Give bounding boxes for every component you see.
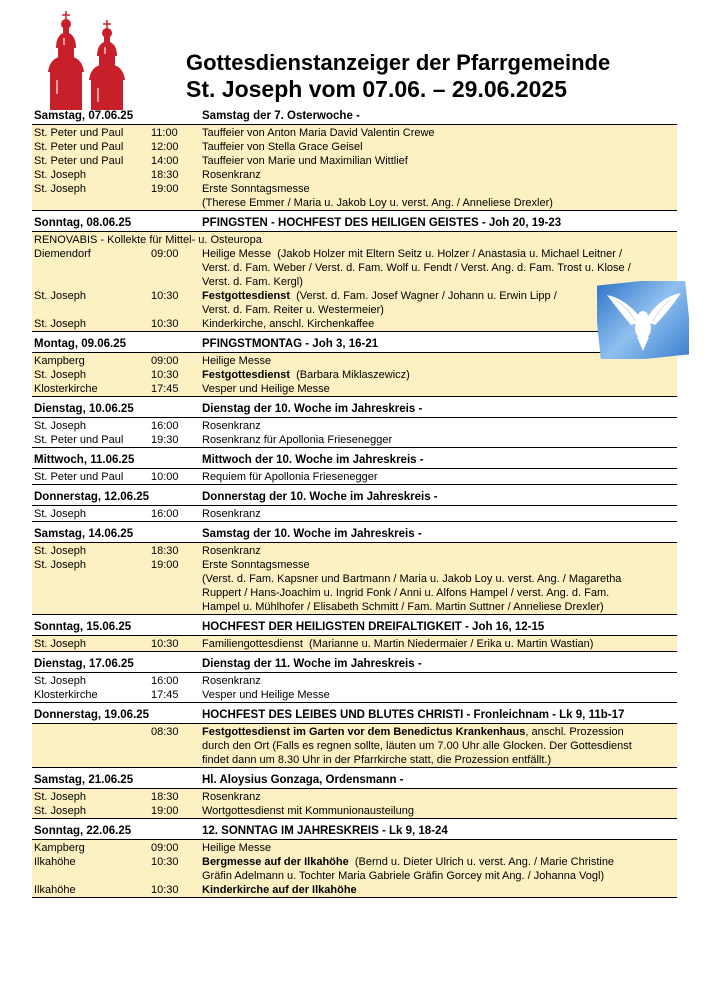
description-line (202, 154, 677, 168)
description-line (202, 182, 677, 196)
service-time: 18:30 (151, 791, 179, 803)
church-name: Diemendorf (34, 248, 91, 260)
day-header (32, 109, 677, 125)
day-entries (32, 469, 677, 485)
description-line (202, 869, 677, 883)
description-line (202, 168, 677, 182)
day-entries (32, 840, 677, 898)
page-title (186, 50, 610, 102)
description-line (202, 382, 677, 396)
service-entry (32, 558, 677, 614)
day-header (32, 453, 677, 469)
service-description (202, 140, 677, 154)
service-description (202, 368, 677, 382)
service-description (202, 883, 677, 897)
service-description (202, 382, 677, 396)
description-line (202, 368, 677, 382)
description-line (202, 790, 677, 804)
service-time: 18:30 (151, 545, 179, 557)
service-time: 10:30 (151, 318, 179, 330)
text-segment: (Therese Emmer / Maria u. Jakob Loy u. verst. Ang. / Anneliese Drexler) (202, 197, 553, 209)
service-time: 17:45 (151, 689, 179, 701)
service-entry (32, 725, 677, 767)
service-entry (32, 168, 677, 182)
day-date: Montag, 09.06.25 (34, 338, 127, 350)
day-title: Dienstag der 10. Woche im Jahreskreis - (202, 403, 423, 415)
service-description (202, 507, 677, 521)
service-description (202, 544, 677, 558)
day-header (32, 620, 677, 636)
day-block (32, 109, 677, 211)
day-header (32, 773, 677, 789)
church-name: St. Joseph (34, 183, 86, 195)
church-name: St. Peter und Paul (34, 155, 124, 167)
description-line (202, 637, 677, 651)
day-entries (32, 353, 677, 397)
day-date: Donnerstag, 12.06.25 (34, 491, 150, 503)
service-time: 09:00 (151, 842, 179, 854)
text-segment: (Barbara Miklaszewicz) (290, 369, 410, 381)
day-title: PFINGSTMONTAG - Joh 3, 16-21 (202, 338, 379, 350)
text-segment: Vesper und Heilige Messe (202, 689, 330, 701)
service-entry (32, 182, 677, 210)
church-name: St. Joseph (34, 675, 86, 687)
day-date: Dienstag, 17.06.25 (34, 658, 134, 670)
church-name: St. Joseph (34, 638, 86, 650)
description-line (202, 600, 677, 614)
text-segment: Rosenkranz (202, 508, 261, 520)
service-entry (32, 855, 677, 883)
emphasized-text: Kinderkirche auf der Ilkahöhe (202, 884, 357, 896)
church-name: St. Joseph (34, 805, 86, 817)
service-time: 10:30 (151, 638, 179, 650)
church-name: Klosterkirche (34, 689, 98, 701)
service-entry (32, 317, 677, 331)
service-description (202, 725, 677, 767)
service-time: 14:00 (151, 155, 179, 167)
description-line (202, 140, 677, 154)
day-block (32, 453, 677, 485)
text-segment: Rosenkranz (202, 675, 261, 687)
day-title: 12. SONNTAG IM JAHRESKREIS - Lk 9, 18-24 (202, 825, 448, 837)
church-name: St. Joseph (34, 545, 86, 557)
service-entry (32, 247, 677, 289)
service-time: 18:30 (151, 169, 179, 181)
service-entry (32, 674, 677, 688)
description-line (202, 855, 677, 869)
day-header (32, 708, 677, 724)
church-name: St. Joseph (34, 369, 86, 381)
day-title: Mittwoch der 10. Woche im Jahreskreis - (202, 454, 424, 466)
text-segment: Erste Sonntagsmesse (202, 559, 310, 571)
description-line (202, 261, 677, 275)
service-description (202, 154, 677, 168)
church-name: St. Peter und Paul (34, 127, 124, 139)
text-segment: Hampel u. Mühlhofer / Elisabeth Schmitt / Fam. Martin Suttner / Anneliese Drexler) (202, 601, 604, 613)
service-time: 09:00 (151, 355, 179, 367)
service-time: 12:00 (151, 141, 179, 153)
day-block (32, 620, 677, 652)
description-line (202, 674, 677, 688)
service-description (202, 688, 677, 702)
description-line (202, 725, 677, 739)
service-description (202, 182, 677, 210)
day-entries (32, 232, 677, 332)
day-title: Hl. Aloysius Gonzaga, Ordensmann - (202, 774, 404, 786)
service-entry (32, 470, 677, 484)
page-header (0, 0, 708, 110)
description-line (202, 433, 677, 447)
text-segment: Vesper und Heilige Messe (202, 383, 330, 395)
text-segment: Familiengottesdienst (Marianne u. Martin Niedermaier / Erika u. Martin Wastian) (202, 638, 594, 650)
service-description (202, 433, 677, 447)
description-line (202, 804, 677, 818)
description-line (202, 688, 677, 702)
description-line (202, 247, 677, 261)
day-block (32, 708, 677, 768)
service-time: 10:30 (151, 884, 179, 896)
service-description (202, 674, 677, 688)
text-segment: findet dann um 8.30 Uhr in der Pfarrkirche statt, die Prozession entfällt.) (202, 754, 552, 766)
text-segment: (Bernd u. Dieter Ulrich u. verst. Ang. / Marie Christine (348, 856, 615, 868)
dove-icon (597, 281, 689, 359)
day-title: Dienstag der 11. Woche im Jahreskreis - (202, 658, 422, 670)
service-description (202, 470, 677, 484)
day-block (32, 337, 677, 397)
service-entry (32, 790, 677, 804)
church-name: St. Peter und Paul (34, 434, 124, 446)
service-entry (32, 140, 677, 154)
day-title: Samstag der 7. Osterwoche - (202, 110, 360, 122)
church-name: St. Joseph (34, 791, 86, 803)
day-header (32, 527, 677, 543)
service-entry (32, 368, 677, 382)
service-time: 16:00 (151, 420, 179, 432)
day-title: HOCHFEST DER HEILIGSTEN DREIFALTIGKEIT - Joh 16, 12-15 (202, 621, 545, 633)
service-time: 10:30 (151, 290, 179, 302)
service-entry (32, 354, 677, 368)
church-towers-logo-icon (44, 10, 132, 110)
service-entry (32, 289, 677, 317)
church-name: Kampberg (34, 842, 85, 854)
service-time: 17:45 (151, 383, 179, 395)
text-segment: Rosenkranz (202, 169, 261, 181)
service-entry (32, 688, 677, 702)
service-time: 19:00 (151, 183, 179, 195)
day-date: Samstag, 07.06.25 (34, 110, 134, 122)
day-title: PFINGSTEN - HOCHFEST DES HEILIGEN GEISTES - Joh 20, 19-23 (202, 217, 562, 229)
service-schedule (32, 109, 677, 903)
day-header (32, 216, 677, 232)
service-entry (32, 419, 677, 433)
text-segment: Rosenkranz für Apollonia Friesenegger (202, 434, 393, 446)
day-block (32, 216, 677, 332)
day-entries (32, 125, 677, 211)
text-segment: Verst. d. Fam. Weber / Verst. d. Fam. Wolf u. Fendt / Verst. Ang. d. Fam. Trost u. Klose / (202, 262, 631, 274)
day-header (32, 824, 677, 840)
description-line (202, 419, 677, 433)
service-description (202, 841, 677, 855)
service-description (202, 126, 677, 140)
service-entry (32, 841, 677, 855)
description-line (202, 572, 677, 586)
service-description (202, 168, 677, 182)
day-title: Donnerstag der 10. Woche im Jahreskreis - (202, 491, 438, 503)
collection-note: RENOVABIS - Kollekte für Mittel- u. Osteuropa (34, 234, 262, 246)
day-date: Sonntag, 22.06.25 (34, 825, 132, 837)
day-block (32, 657, 677, 703)
text-segment: Rosenkranz (202, 791, 261, 803)
text-segment: Verst. d. Fam. Kergl) (202, 276, 303, 288)
emphasized-text: Festgottesdienst (202, 369, 291, 381)
day-date: Dienstag, 10.06.25 (34, 403, 134, 415)
church-name: St. Joseph (34, 318, 86, 330)
church-name: Kampberg (34, 355, 85, 367)
text-segment: Verst. d. Fam. Reiter u. Westermeier) (202, 304, 384, 316)
day-entries (32, 673, 677, 703)
church-name: Klosterkirche (34, 383, 98, 395)
day-entries (32, 789, 677, 819)
text-segment: Tauffeier von Stella Grace Geisel (202, 141, 363, 153)
service-description (202, 790, 677, 804)
service-entry (32, 433, 677, 447)
title-line-1: Gottesdienstanzeiger der Pfarrgemeinde (186, 50, 611, 75)
service-description (202, 637, 677, 651)
emphasized-text: Festgottesdienst im Garten vor dem Benedictus Krankenhaus (202, 726, 526, 738)
day-header (32, 657, 677, 673)
service-time: 10:30 (151, 856, 179, 868)
description-line (202, 126, 677, 140)
day-date: Samstag, 14.06.25 (34, 528, 134, 540)
emphasized-text: Bergmesse auf der Ilkahöhe (202, 856, 349, 868)
church-name: Ilkahöhe (34, 856, 76, 868)
description-line (202, 883, 677, 897)
text-segment: Rosenkranz (202, 545, 261, 557)
text-segment: Heilige Messe (202, 355, 272, 367)
day-block (32, 402, 677, 448)
text-segment: , anschl. Prozession (525, 726, 624, 738)
day-date: Sonntag, 15.06.25 (34, 621, 132, 633)
day-date: Samstag, 21.06.25 (34, 774, 134, 786)
emphasized-text: Festgottesdienst (202, 290, 291, 302)
service-time: 10:00 (151, 471, 179, 483)
service-time: 10:30 (151, 369, 179, 381)
day-header (32, 490, 677, 506)
day-date: Sonntag, 08.06.25 (34, 217, 132, 229)
service-time: 09:00 (151, 248, 179, 260)
text-segment: Ruppert / Hans-Joachim u. Ingrid Fonk / Anni u. Alfons Hampel / verst. Ang. d. Fam. (202, 587, 610, 599)
service-time: 16:00 (151, 508, 179, 520)
description-line (202, 841, 677, 855)
description-line (202, 196, 677, 210)
text-segment: Tauffeier von Anton Maria David Valentin Crewe (202, 127, 435, 139)
service-description (202, 558, 677, 614)
description-line (202, 558, 677, 572)
church-name: St. Joseph (34, 508, 86, 520)
service-description (202, 804, 677, 818)
day-date: Mittwoch, 11.06.25 (34, 454, 135, 466)
service-entry (32, 382, 677, 396)
description-line (202, 544, 677, 558)
text-segment: Tauffeier von Marie und Maximilian Wittlief (202, 155, 408, 167)
day-entries (32, 543, 677, 615)
text-segment: Wortgottesdienst mit Kommunionausteilung (202, 805, 414, 817)
description-line (202, 507, 677, 521)
text-segment: Kinderkirche, anschl. Kirchenkaffee (202, 318, 375, 330)
church-name: St. Joseph (34, 559, 86, 571)
church-name: St. Joseph (34, 420, 86, 432)
day-block (32, 824, 677, 898)
text-segment: durch den Ort (Falls es regnen sollte, läuten um 7.00 Uhr alle Glocken. Der Gottesdienst (202, 740, 632, 752)
service-entry (32, 154, 677, 168)
text-segment: Requiem für Apollonia Friesenegger (202, 471, 378, 483)
service-time: 19:30 (151, 434, 179, 446)
day-block (32, 527, 677, 615)
day-entries (32, 506, 677, 522)
day-block (32, 773, 677, 819)
service-entry (32, 544, 677, 558)
day-entries (32, 636, 677, 652)
text-segment: Heilige Messe (202, 842, 272, 854)
service-entry (32, 637, 677, 651)
description-line (202, 586, 677, 600)
service-entry (32, 804, 677, 818)
service-time: 11:00 (151, 127, 178, 139)
day-entries (32, 418, 677, 448)
text-segment: Heilige Messe (Jakob Holzer mit Eltern Seitz u. Holzer / Anastasia u. Michael Leitner / (202, 248, 623, 260)
service-time: 19:00 (151, 805, 179, 817)
text-segment: Rosenkranz (202, 420, 261, 432)
text-segment: Erste Sonntagsmesse (202, 183, 310, 195)
day-header (32, 402, 677, 418)
service-entry (32, 507, 677, 521)
description-line (202, 753, 677, 767)
church-name: St. Peter und Paul (34, 471, 124, 483)
church-name: St. Peter und Paul (34, 141, 124, 153)
day-title: HOCHFEST DES LEIBES UND BLUTES CHRISTI - Fronleichnam - Lk 9, 11b-17 (202, 709, 625, 721)
day-header (32, 337, 677, 353)
description-line (202, 739, 677, 753)
service-entry (32, 883, 677, 897)
service-time: 16:00 (151, 675, 179, 687)
church-name: Ilkahöhe (34, 884, 76, 896)
text-segment: Gräfin Adelmann u. Tochter Maria Gabriele Gräfin Gorcey mit Ang. / Johanna Vogl) (202, 870, 605, 882)
service-time: 08:30 (151, 726, 179, 738)
description-line (202, 470, 677, 484)
title-line-2: St. Joseph vom 07.06. – 29.06.2025 (186, 76, 568, 102)
church-name: St. Joseph (34, 169, 86, 181)
text-segment: (Verst. d. Fam. Kapsner und Bartmann / Maria u. Jakob Loy u. verst. Ang. / Magaretha (202, 573, 622, 585)
day-block (32, 490, 677, 522)
service-time: 19:00 (151, 559, 179, 571)
day-date: Donnerstag, 19.06.25 (34, 709, 150, 721)
church-name: St. Joseph (34, 290, 86, 302)
service-description (202, 855, 677, 883)
text-segment: (Verst. d. Fam. Josef Wagner / Johann u. Erwin Lipp / (290, 290, 557, 302)
service-description (202, 419, 677, 433)
day-entries (32, 724, 677, 768)
day-title: Samstag der 10. Woche im Jahreskreis - (202, 528, 422, 540)
service-entry (32, 126, 677, 140)
